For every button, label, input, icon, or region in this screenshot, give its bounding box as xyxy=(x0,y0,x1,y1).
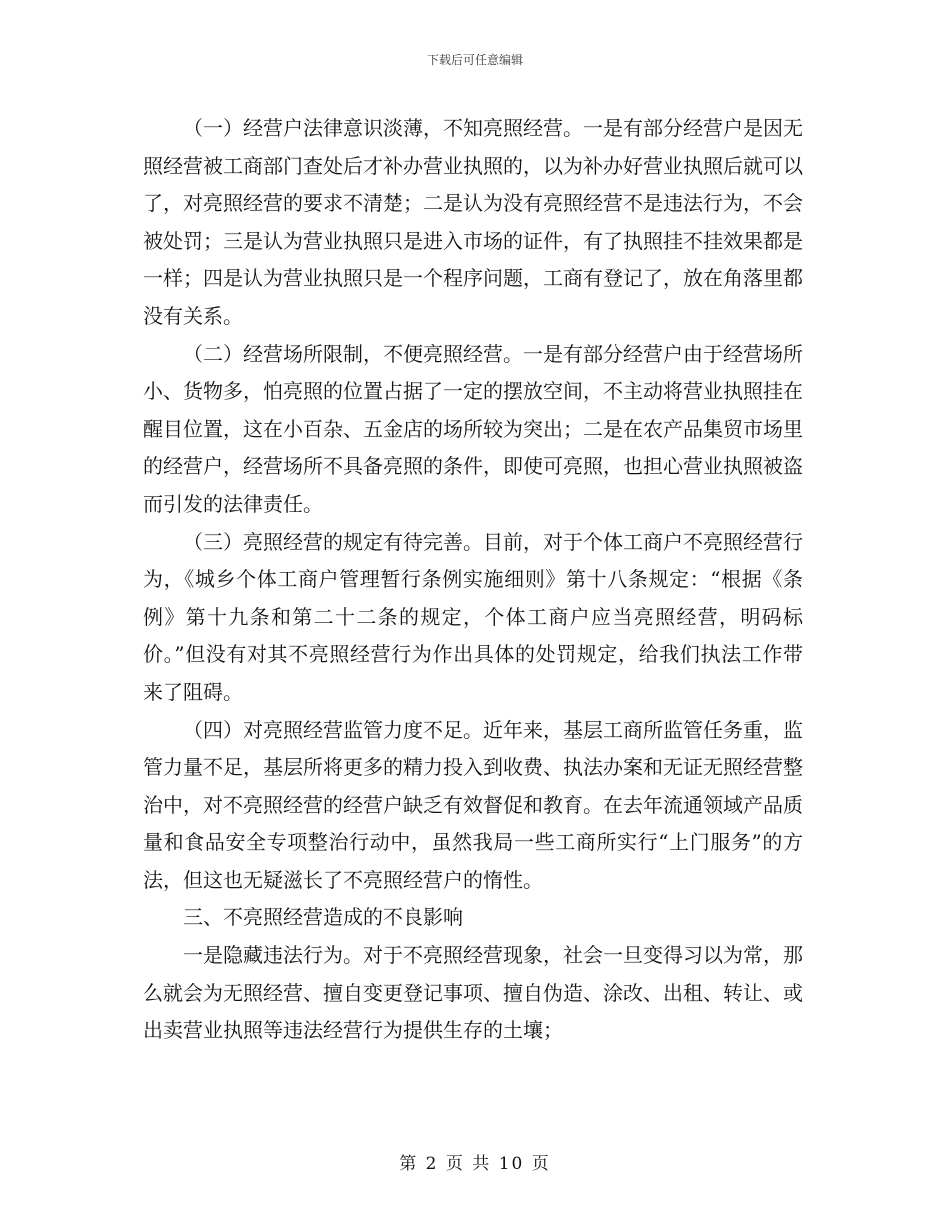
paragraph-4: （四）对亮照经营监管力度不足。近年来，基层工商所监管任务重，监管力量不足，基层所将更多的精力投入到收费、执法办案和无证无照经营整治中，对不亮照经营的经营户缺乏有效督促和教育。在去年流通领域产品质量和食品安全专项整治行动中，虽然我局一些工商所实行“上门服务”的方法，但这也无疑滋长了不亮照经营户的惰性。 xyxy=(143,717,803,892)
page-header-note: 下载后可任意编辑 xyxy=(426,53,523,67)
page-number: 第 2 页 共 10 页 xyxy=(399,1154,551,1174)
paragraph-3: （三）亮照经营的规定有待完善。目前，对于个体工商户不亮照经营行为，《城乡个体工商户管理暂行条例实施细则》第十八条规定：“根据《条例》第十九条和第二十二条的规定，个体工商户应当亮照经营，明码标价。”但没有对其不亮照经营行为作出具体的处罚规定，给我们执法工作带来了阻碍。 xyxy=(143,529,803,704)
section-heading: 三、不亮照经营造成的不良影响 xyxy=(183,905,463,930)
paragraph-1: （一）经营户法律意识淡薄，不知亮照经营。一是有部分经营户是因无照经营被工商部门查处后才补办营业执照的，以为补办好营业执照后就可以了，对亮照经营的要求不清楚；二是认为没有亮照经营不是违法行为，不会被处罚；三是认为营业执照只是进入市场的证件，有了执照挂不挂效果都是一样；四是认为营业执照只是一个程序问题，工商有登记了，放在角落里都没有关系。 xyxy=(143,116,803,328)
paragraph-2: （二）经营场所限制，不便亮照经营。一是有部分经营户由于经营场所小、货物多，怕亮照的位置占据了一定的摆放空间，不主动将营业执照挂在醒目位置，这在小百杂、五金店的场所较为突出；二是在农产品集贸市场里的经营户，经营场所不具备亮照的条件，即使可亮照，也担心营业执照被盗而引发的法律责任。 xyxy=(143,341,803,516)
paragraph-5: 一是隐藏违法行为。对于不亮照经营现象，社会一旦变得习以为常，那么就会为无照经营、擅自变更登记事项、擅自伪造、涂改、出租、转让、或出卖营业执照等违法经营行为提供生存的土壤； xyxy=(143,943,803,1043)
document-body xyxy=(143,110,803,1050)
